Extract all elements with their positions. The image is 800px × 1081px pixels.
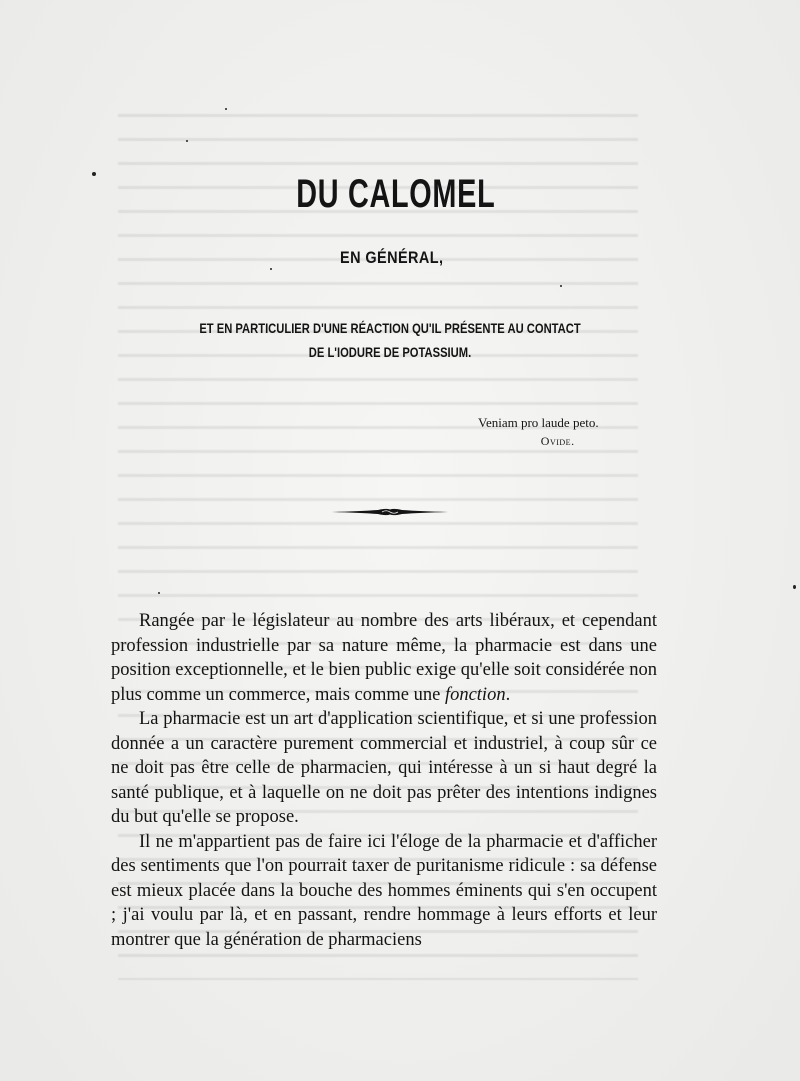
paragraph: Rangée par le législateur au nombre des arts libéraux, et cependant profession industrielle par sa nature même, la pharmacie est dans une position exceptionnelle, et le bien public exige qu'elle soit considérée non plus comme un commerce, mais comme une fonction. [111,611,657,705]
paragraph: Il ne m'appartient pas de faire ici l'éloge de la pharmacie et d'afficher des sentiments que l'on pourrait taxer de puritanisme ridicule : sa défense est mieux placée dans la bouche des hommes éminents qui s'en occupent ; j'ai voulu par là, et en passant, rendre hommage à leurs efforts et leur montrer que la génération de pharmaciens [111,831,657,950]
ornament-divider [330,506,450,518]
document-title: DU CALOMEL [296,172,496,216]
subtitle-line-1: EN GÉNÉRAL, [340,248,444,267]
emphasis-fonction: fonction [444,684,506,705]
epigraph [478,413,599,451]
subtitle-line-2: ET EN PARTICULIER D'UNE RÉACTION QU'IL PRÉSENTE AU CONTACT DE L'IODURE DE POTASSIUM. [199,320,581,360]
body-text [111,609,657,952]
epigraph-quote: Veniam pro laude peto. [478,415,599,430]
paragraph: La pharmacie est un art d'application scientifique, et si une profession donnée a un caractère purement commercial et industriel, à coup sûr ce ne doit pas être celle de pharmacien, qui intéresse à un si haut degré la santé publique, et à laquelle on ne doit pas prêter des intentions indignes du but qu'elle se propose. [111,709,657,827]
epigraph-author: Ovide. [540,434,575,448]
